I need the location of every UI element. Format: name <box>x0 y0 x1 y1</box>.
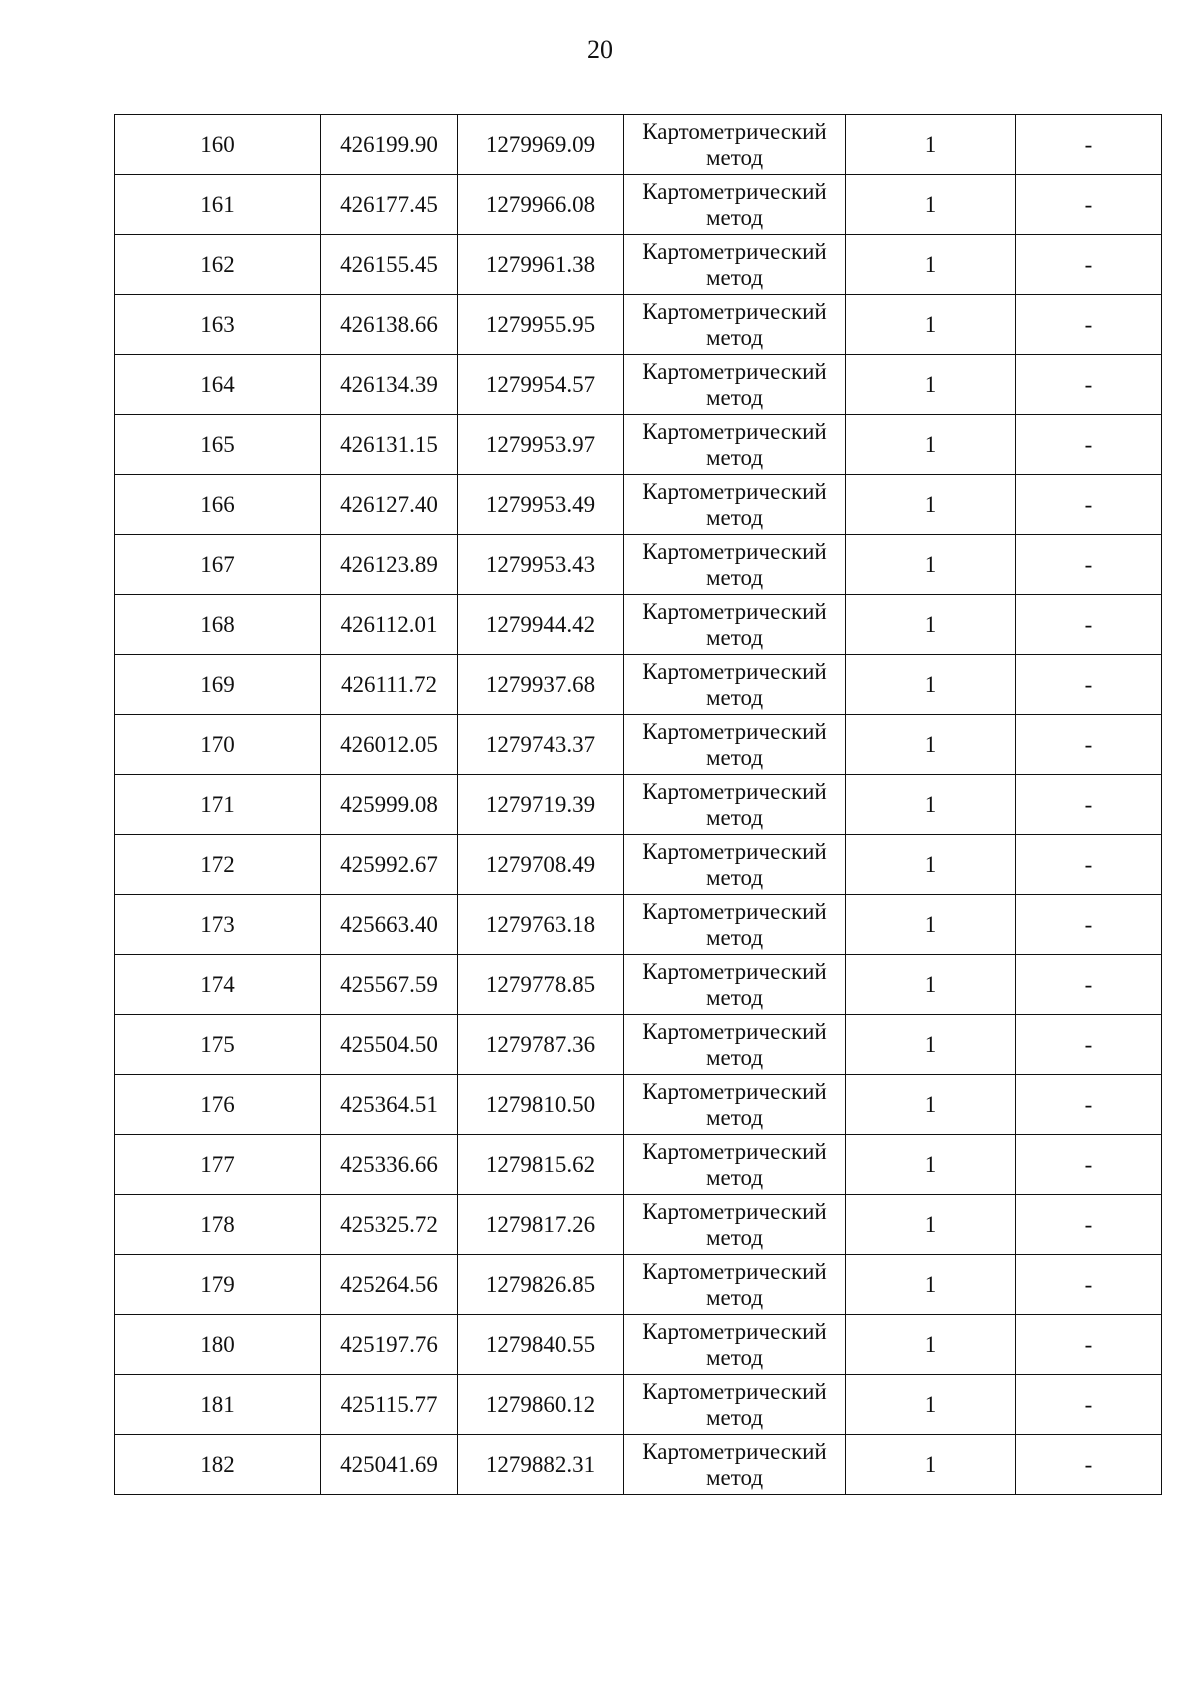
table-row <box>115 895 1162 955</box>
method-text-line2: метод <box>705 1404 764 1430</box>
note-cell: - <box>1016 1075 1162 1135</box>
point-number-cell: 169 <box>115 655 321 715</box>
accuracy-cell: 1 <box>846 1435 1016 1495</box>
method-text-line2: метод <box>705 804 764 830</box>
point-number-cell: 165 <box>115 415 321 475</box>
y-coordinate-cell: 1279937.68 <box>458 655 624 715</box>
method-text-line2: метод <box>705 864 764 890</box>
method-text-line1: Картометрический <box>642 478 827 504</box>
note-cell: - <box>1016 655 1162 715</box>
method-text-line2: метод <box>705 384 764 410</box>
y-coordinate-cell: 1279817.26 <box>458 1195 624 1255</box>
y-coordinate-cell: 1279860.12 <box>458 1375 624 1435</box>
method-text-line1: Картометрический <box>642 298 827 324</box>
y-coordinate-cell: 1279882.31 <box>458 1435 624 1495</box>
x-coordinate-cell: 426111.72 <box>321 655 458 715</box>
accuracy-cell: 1 <box>846 115 1016 175</box>
method-cell <box>624 835 846 895</box>
note-cell: - <box>1016 235 1162 295</box>
note-cell: - <box>1016 475 1162 535</box>
table-row <box>115 835 1162 895</box>
y-coordinate-cell: 1279826.85 <box>458 1255 624 1315</box>
method-text-line1: Картометрический <box>642 718 827 744</box>
accuracy-cell: 1 <box>846 415 1016 475</box>
x-coordinate-cell: 425264.56 <box>321 1255 458 1315</box>
method-text-line1: Картометрический <box>642 958 827 984</box>
method-text-line2: метод <box>705 1044 764 1070</box>
method-text-line2: метод <box>705 1284 764 1310</box>
method-cell <box>624 535 846 595</box>
method-cell <box>624 1315 846 1375</box>
method-cell <box>624 115 846 175</box>
method-cell <box>624 355 846 415</box>
method-text-line1: Картометрический <box>642 1378 827 1404</box>
note-cell: - <box>1016 955 1162 1015</box>
method-text-line1: Картометрический <box>642 1138 827 1164</box>
table-row <box>115 1315 1162 1375</box>
point-number-cell: 173 <box>115 895 321 955</box>
x-coordinate-cell: 426131.15 <box>321 415 458 475</box>
y-coordinate-cell: 1279954.57 <box>458 355 624 415</box>
accuracy-cell: 1 <box>846 775 1016 835</box>
accuracy-cell: 1 <box>846 175 1016 235</box>
y-coordinate-cell: 1279743.37 <box>458 715 624 775</box>
point-number-cell: 170 <box>115 715 321 775</box>
y-coordinate-cell: 1279953.43 <box>458 535 624 595</box>
table-row <box>115 415 1162 475</box>
point-number-cell: 172 <box>115 835 321 895</box>
method-text-line1: Картометрический <box>642 898 827 924</box>
method-text-line2: метод <box>705 444 764 470</box>
y-coordinate-cell: 1279815.62 <box>458 1135 624 1195</box>
table-row <box>115 115 1162 175</box>
method-text-line2: метод <box>705 1344 764 1370</box>
table-row <box>115 475 1162 535</box>
accuracy-cell: 1 <box>846 655 1016 715</box>
point-number-cell: 161 <box>115 175 321 235</box>
point-number-cell: 171 <box>115 775 321 835</box>
y-coordinate-cell: 1279953.97 <box>458 415 624 475</box>
method-text-line2: метод <box>705 1224 764 1250</box>
method-text-line1: Картометрический <box>642 1078 827 1104</box>
table-row <box>115 1135 1162 1195</box>
accuracy-cell: 1 <box>846 475 1016 535</box>
method-cell <box>624 1435 846 1495</box>
x-coordinate-cell: 425663.40 <box>321 895 458 955</box>
note-cell: - <box>1016 715 1162 775</box>
accuracy-cell: 1 <box>846 535 1016 595</box>
method-text-line1: Картометрический <box>642 178 827 204</box>
method-cell <box>624 1015 846 1075</box>
method-text-line1: Картометрический <box>642 358 827 384</box>
method-text-line1: Картометрический <box>642 238 827 264</box>
point-number-cell: 162 <box>115 235 321 295</box>
accuracy-cell: 1 <box>846 235 1016 295</box>
method-text-line2: метод <box>705 684 764 710</box>
note-cell: - <box>1016 295 1162 355</box>
accuracy-cell: 1 <box>846 715 1016 775</box>
point-number-cell: 181 <box>115 1375 321 1435</box>
note-cell: - <box>1016 1315 1162 1375</box>
method-text-line1: Картометрический <box>642 1318 827 1344</box>
table-row <box>115 715 1162 775</box>
method-cell <box>624 175 846 235</box>
method-cell <box>624 955 846 1015</box>
method-text-line1: Картометрический <box>642 418 827 444</box>
note-cell: - <box>1016 415 1162 475</box>
method-text-line1: Картометрический <box>642 598 827 624</box>
table-row <box>115 595 1162 655</box>
note-cell: - <box>1016 835 1162 895</box>
point-number-cell: 166 <box>115 475 321 535</box>
point-number-cell: 180 <box>115 1315 321 1375</box>
method-cell <box>624 235 846 295</box>
method-text-line2: метод <box>705 264 764 290</box>
method-text-line1: Картометрический <box>642 1438 827 1464</box>
table-row <box>115 655 1162 715</box>
x-coordinate-cell: 426138.66 <box>321 295 458 355</box>
x-coordinate-cell: 426199.90 <box>321 115 458 175</box>
method-text-line2: метод <box>705 204 764 230</box>
method-text-line2: метод <box>705 1164 764 1190</box>
x-coordinate-cell: 426112.01 <box>321 595 458 655</box>
page-number: 20 <box>587 35 613 64</box>
method-text-line2: метод <box>705 504 764 530</box>
x-coordinate-cell: 426012.05 <box>321 715 458 775</box>
method-cell <box>624 775 846 835</box>
y-coordinate-cell: 1279810.50 <box>458 1075 624 1135</box>
x-coordinate-cell: 425364.51 <box>321 1075 458 1135</box>
table-row <box>115 1435 1162 1495</box>
method-cell <box>624 655 846 715</box>
point-number-cell: 177 <box>115 1135 321 1195</box>
y-coordinate-cell: 1279953.49 <box>458 475 624 535</box>
table-row <box>115 1195 1162 1255</box>
y-coordinate-cell: 1279955.95 <box>458 295 624 355</box>
coordinates-table-body <box>115 115 1162 1495</box>
note-cell: - <box>1016 1015 1162 1075</box>
accuracy-cell: 1 <box>846 1315 1016 1375</box>
y-coordinate-cell: 1279778.85 <box>458 955 624 1015</box>
method-text-line2: метод <box>705 1104 764 1130</box>
method-text-line2: метод <box>705 324 764 350</box>
method-cell <box>624 415 846 475</box>
accuracy-cell: 1 <box>846 1375 1016 1435</box>
table-row <box>115 295 1162 355</box>
note-cell: - <box>1016 595 1162 655</box>
x-coordinate-cell: 425041.69 <box>321 1435 458 1495</box>
table-row <box>115 535 1162 595</box>
y-coordinate-cell: 1279966.08 <box>458 175 624 235</box>
table-row <box>115 235 1162 295</box>
point-number-cell: 167 <box>115 535 321 595</box>
accuracy-cell: 1 <box>846 1135 1016 1195</box>
method-text-line1: Картометрический <box>642 658 827 684</box>
point-number-cell: 163 <box>115 295 321 355</box>
y-coordinate-cell: 1279969.09 <box>458 115 624 175</box>
note-cell: - <box>1016 535 1162 595</box>
method-text-line1: Картометрический <box>642 838 827 864</box>
accuracy-cell: 1 <box>846 595 1016 655</box>
x-coordinate-cell: 426155.45 <box>321 235 458 295</box>
method-text-line1: Картометрический <box>642 1258 827 1284</box>
table-row <box>115 1015 1162 1075</box>
note-cell: - <box>1016 1135 1162 1195</box>
y-coordinate-cell: 1279763.18 <box>458 895 624 955</box>
x-coordinate-cell: 426177.45 <box>321 175 458 235</box>
accuracy-cell: 1 <box>846 1075 1016 1135</box>
point-number-cell: 168 <box>115 595 321 655</box>
y-coordinate-cell: 1279719.39 <box>458 775 624 835</box>
accuracy-cell: 1 <box>846 955 1016 1015</box>
point-number-cell: 164 <box>115 355 321 415</box>
x-coordinate-cell: 425999.08 <box>321 775 458 835</box>
point-number-cell: 178 <box>115 1195 321 1255</box>
method-text-line2: метод <box>705 1464 764 1490</box>
accuracy-cell: 1 <box>846 295 1016 355</box>
x-coordinate-cell: 425504.50 <box>321 1015 458 1075</box>
method-text-line2: метод <box>705 144 764 170</box>
method-cell <box>624 1135 846 1195</box>
point-number-cell: 176 <box>115 1075 321 1135</box>
method-text-line2: метод <box>705 564 764 590</box>
table-row <box>115 775 1162 835</box>
point-number-cell: 175 <box>115 1015 321 1075</box>
note-cell: - <box>1016 355 1162 415</box>
point-number-cell: 174 <box>115 955 321 1015</box>
table-row <box>115 1075 1162 1135</box>
method-cell <box>624 895 846 955</box>
y-coordinate-cell: 1279787.36 <box>458 1015 624 1075</box>
y-coordinate-cell: 1279840.55 <box>458 1315 624 1375</box>
accuracy-cell: 1 <box>846 355 1016 415</box>
method-text-line1: Картометрический <box>642 1198 827 1224</box>
method-cell <box>624 595 846 655</box>
table-row <box>115 1375 1162 1435</box>
note-cell: - <box>1016 775 1162 835</box>
method-text-line1: Картометрический <box>642 118 827 144</box>
table-row <box>115 175 1162 235</box>
x-coordinate-cell: 425336.66 <box>321 1135 458 1195</box>
accuracy-cell: 1 <box>846 895 1016 955</box>
point-number-cell: 182 <box>115 1435 321 1495</box>
x-coordinate-cell: 425992.67 <box>321 835 458 895</box>
x-coordinate-cell: 425197.76 <box>321 1315 458 1375</box>
method-cell <box>624 1255 846 1315</box>
method-text-line1: Картометрический <box>642 778 827 804</box>
method-text-line2: метод <box>705 624 764 650</box>
method-cell <box>624 295 846 355</box>
method-cell <box>624 715 846 775</box>
note-cell: - <box>1016 175 1162 235</box>
x-coordinate-cell: 425325.72 <box>321 1195 458 1255</box>
table-row <box>115 1255 1162 1315</box>
x-coordinate-cell: 425115.77 <box>321 1375 458 1435</box>
method-cell <box>624 1075 846 1135</box>
x-coordinate-cell: 426127.40 <box>321 475 458 535</box>
method-text-line2: метод <box>705 744 764 770</box>
accuracy-cell: 1 <box>846 1015 1016 1075</box>
method-cell <box>624 475 846 535</box>
point-number-cell: 179 <box>115 1255 321 1315</box>
method-cell <box>624 1195 846 1255</box>
table-row <box>115 955 1162 1015</box>
method-text-line2: метод <box>705 924 764 950</box>
point-number-cell: 160 <box>115 115 321 175</box>
method-text-line1: Картометрический <box>642 538 827 564</box>
note-cell: - <box>1016 1195 1162 1255</box>
x-coordinate-cell: 426134.39 <box>321 355 458 415</box>
method-text-line1: Картометрический <box>642 1018 827 1044</box>
method-text-line2: метод <box>705 984 764 1010</box>
method-cell <box>624 1375 846 1435</box>
accuracy-cell: 1 <box>846 1195 1016 1255</box>
coordinates-table <box>114 114 1162 1495</box>
y-coordinate-cell: 1279944.42 <box>458 595 624 655</box>
note-cell: - <box>1016 1435 1162 1495</box>
note-cell: - <box>1016 1375 1162 1435</box>
note-cell: - <box>1016 115 1162 175</box>
accuracy-cell: 1 <box>846 835 1016 895</box>
accuracy-cell: 1 <box>846 1255 1016 1315</box>
y-coordinate-cell: 1279708.49 <box>458 835 624 895</box>
x-coordinate-cell: 426123.89 <box>321 535 458 595</box>
note-cell: - <box>1016 895 1162 955</box>
table-row <box>115 355 1162 415</box>
y-coordinate-cell: 1279961.38 <box>458 235 624 295</box>
x-coordinate-cell: 425567.59 <box>321 955 458 1015</box>
note-cell: - <box>1016 1255 1162 1315</box>
